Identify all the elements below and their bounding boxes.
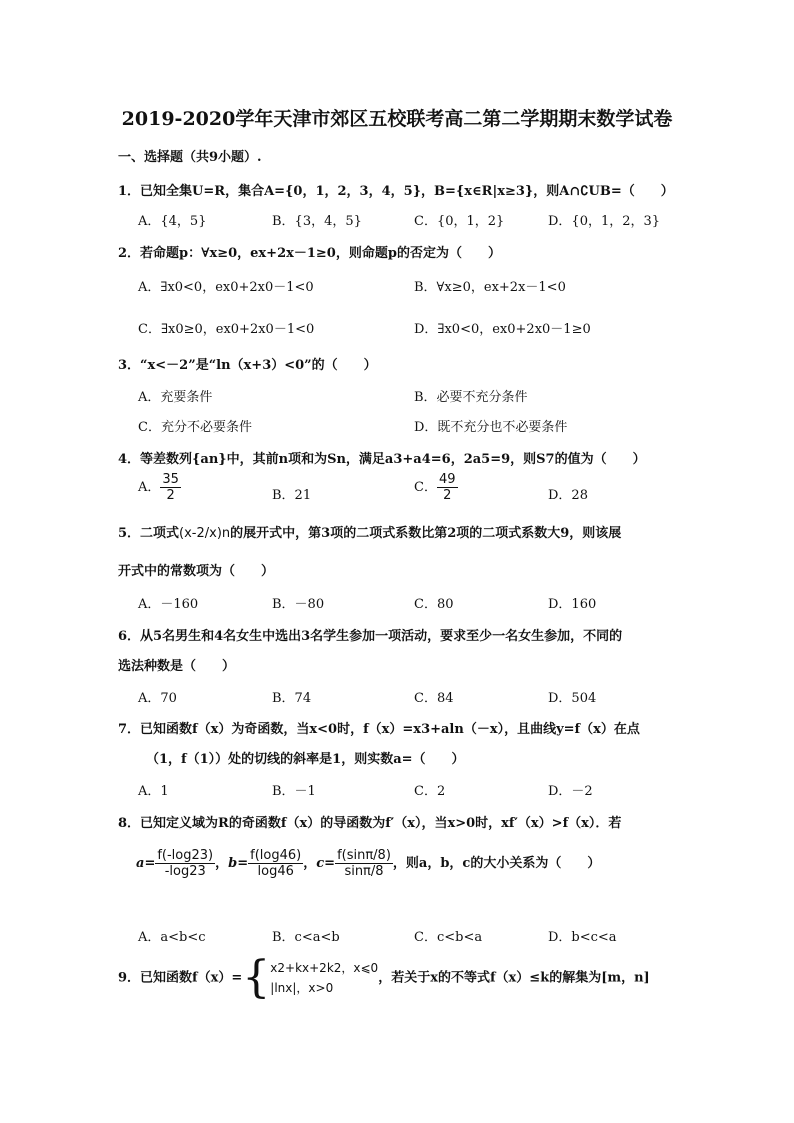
q4-c-numerator: 49: [438, 472, 456, 487]
q4-option-c-label: C．: [414, 480, 437, 495]
q7-option-c: C．2: [414, 784, 446, 799]
question-8-definitions: a= $\frac{f(-\log 23)}{-\log 23}$ ，b= $\frac{f(\log 46)}{\log 46}$ ，c= $\frac{f(\sin\pi/8)}{\sin\pi/8}$ ，则a，b，c的大小关系为（ ）: [136, 848, 601, 879]
question-5-stem-continued: 开式中的常数项为（ ）: [118, 564, 275, 579]
q4-option-a: [138, 472, 181, 503]
q4-option-a-fraction: [160, 472, 181, 503]
q7-option-b: B．－1: [272, 784, 316, 799]
q6-option-b: B．74: [272, 691, 312, 706]
piecewise-brace-icon: {: [242, 952, 271, 1003]
q8-option-a: A．a<b<c: [138, 930, 206, 945]
q3-option-d: D．既不充分也不必要条件: [414, 420, 568, 435]
q8-a-numerator: f(-log23): [157, 848, 214, 863]
question-4-stem: 4．等差数列{an}中，其前n项和为Sn，满足a3+a4=6，2a5=9，则S7的值为（ ）: [118, 452, 646, 467]
q1-option-b: B．{3，4，5}: [272, 214, 362, 229]
q8-c-denominator: sinπ/8: [344, 864, 384, 879]
q2-option-d: D．∃x0<0，ex0+2x0－1≥0: [414, 322, 591, 337]
section-heading: 一、选择题（共9小题）.: [118, 150, 262, 165]
q8-c-numerator: f(sinπ/8): [337, 848, 391, 863]
q4-option-c: [414, 472, 458, 503]
q2-option-a: A．∃x0<0，ex0+2x0－1<0: [138, 280, 314, 295]
q9-piece-2: |lnx|，x>0: [270, 981, 334, 995]
q4-a-numerator: 35: [162, 472, 179, 487]
question-5-stem: [118, 522, 621, 541]
q4-option-d: D．28: [548, 488, 588, 503]
q3-option-a: A．充要条件: [138, 390, 213, 405]
q1-option-c: C．{0，1，2}: [414, 214, 505, 229]
question-9-stem: [118, 952, 650, 1003]
q8-option-b: B．c<a<b: [272, 930, 340, 945]
q5-option-a: A．－160: [138, 597, 199, 612]
q2-option-c: C．∃x0≥0，ex0+2x0－1<0: [138, 322, 315, 337]
question-8-stem: 8．已知定义域为R的奇函数f（x）的导函数为f′（x），当x>0时，xf′（x）>f（x）．若: [118, 816, 622, 831]
q3-option-b: B．必要不充分条件: [414, 390, 528, 405]
q5-binomial-expression: (x-2/x)n: [179, 526, 231, 541]
question-3-stem: 3．“x<－2”是“ln（x+3）<0”的（ ）: [118, 358, 377, 373]
question-6-stem-continued: 选法种数是（ ）: [118, 659, 236, 674]
q8-b-numerator: f(log46): [250, 848, 302, 863]
q4-option-a-label: A．: [138, 480, 161, 495]
q9-piece-1: x2+kx+2k2，x⩽0: [270, 961, 379, 975]
q8-b-denominator: log46: [257, 864, 294, 879]
q5-stem-suffix: 的展开式中，第3项的二项式系数比第2项的二项式系数大9，则该展: [230, 526, 622, 541]
q5-option-c: C．80: [414, 597, 454, 612]
page-title: 2019-2020学年天津市郊区五校联考高二第二学期期末数学试卷: [121, 108, 673, 130]
q8-stem-suffix: ，则a，b，c的大小关系为（ ）: [392, 856, 601, 871]
q5-option-d: D．160: [548, 597, 597, 612]
q6-option-d: D．504: [548, 691, 597, 706]
q1-option-d: D．{0，1，2，3}: [548, 214, 661, 229]
q8-a-fraction: [155, 848, 215, 879]
q8-option-c: C．c<b<a: [414, 930, 483, 945]
q8-option-d: D．b<c<a: [548, 930, 617, 945]
q9-stem-suffix: ，若关于x的不等式f（x）≤k的解集为[m，n]: [378, 970, 650, 986]
q1-option-a: A．{4，5}: [138, 214, 207, 229]
q9-piecewise: [270, 958, 378, 998]
question-7-stem: 7．已知函数f（x）为奇函数，当x<0时，f（x）=x3+aln（－x），且曲线y=f（x）在点: [118, 722, 640, 737]
q6-option-a: A．70: [138, 691, 177, 706]
q8-var-b: b: [228, 856, 238, 871]
question-6-stem: 6．从5名男生和4名女生中选出3名学生参加一项活动，要求至少一名女生参加，不同的: [118, 629, 623, 644]
question-2-stem: 2．若命题p：∀x≥0，ex+2x－1≥0，则命题p的否定为（ ）: [118, 246, 501, 261]
q9-stem-prefix: 9．已知函数f（x）=: [118, 970, 243, 986]
q4-option-b: B．21: [272, 488, 312, 503]
q8-a-denominator: -log23: [164, 864, 206, 879]
q5-stem-prefix: 5．二项式: [118, 526, 180, 541]
q4-c-denominator: 2: [443, 488, 452, 503]
q6-option-c: C．84: [414, 691, 454, 706]
q4-a-denominator: 2: [166, 488, 175, 503]
q7-option-d: D．－2: [548, 784, 593, 799]
question-7-stem-continued: （1，f（1））处的切线的斜率是1，则实数a=（ ）: [146, 752, 465, 767]
q7-option-a: A．1: [138, 784, 169, 799]
q3-option-c: C．充分不必要条件: [138, 420, 252, 435]
q5-option-b: B．－80: [272, 597, 325, 612]
q8-b-fraction: [248, 848, 303, 879]
q4-option-c-fraction: [437, 472, 458, 503]
q8-var-a: a: [136, 856, 145, 871]
q8-var-c: c: [316, 856, 325, 871]
q2-option-b: B．∀x≥0，ex+2x－1<0: [414, 280, 566, 295]
q8-c-fraction: [335, 848, 393, 879]
question-1-stem: 1．已知全集U=R，集合A={0，1，2，3，4，5}，B={x∈R|x≥3}，则A∩∁UB=（ ）: [118, 184, 674, 199]
